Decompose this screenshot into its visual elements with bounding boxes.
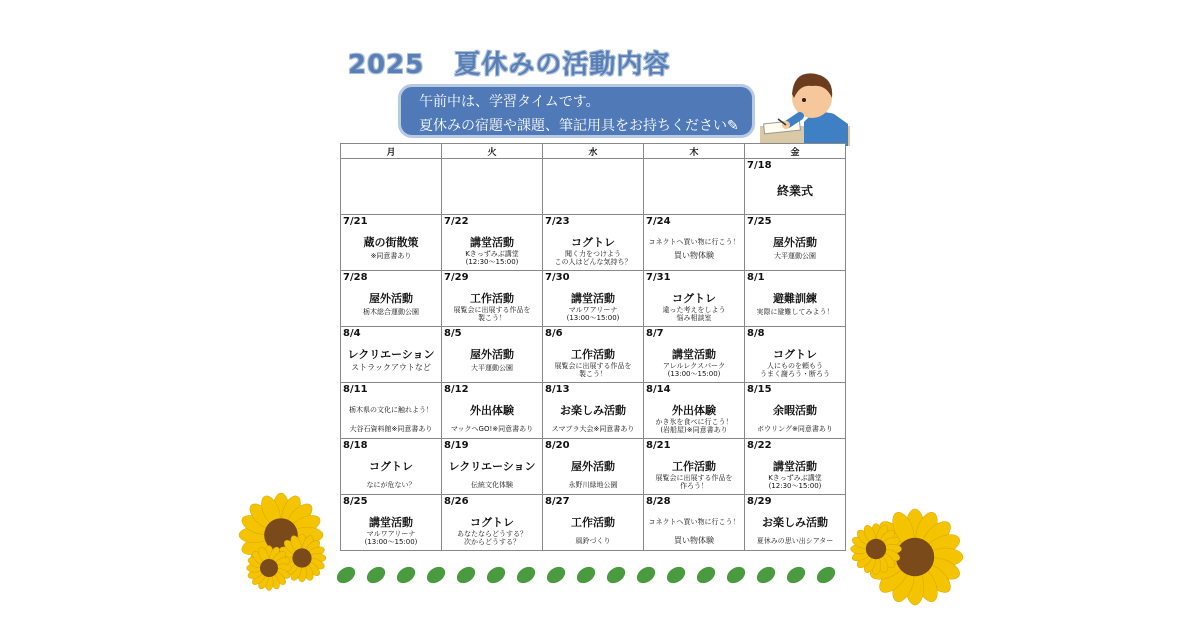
- day-date: 8/15: [747, 384, 772, 395]
- day-date: 7/29: [444, 272, 469, 283]
- day-date: 8/5: [444, 328, 462, 339]
- day-date: 7/31: [646, 272, 671, 283]
- day-event: レクリエーション: [347, 348, 435, 361]
- leaf-border: [334, 564, 838, 587]
- weekday-wed: 水: [543, 144, 644, 159]
- day-date: 8/22: [747, 440, 772, 451]
- day-date: 8/18: [343, 440, 368, 451]
- day-note: あなたならどうする？ 次からどうする？: [457, 530, 527, 546]
- day-event: コグトレ: [571, 236, 615, 249]
- day-note: なにが危ない？: [366, 481, 416, 489]
- day-date: 8/12: [444, 384, 469, 395]
- day-date: 8/20: [545, 440, 570, 451]
- weekday-tue: 火: [442, 144, 543, 159]
- notice-line-1: 午前中は、学習タイムです。: [419, 94, 600, 110]
- day-date: 8/7: [646, 328, 664, 339]
- sunflower-cluster: [239, 493, 963, 605]
- day-note: ボウリング※同意書あり: [757, 425, 833, 433]
- day-event: 工作活動: [470, 292, 514, 305]
- day-note: 大平運動公園: [774, 252, 816, 260]
- day-note: マルワアリーナ (13:00～15:00): [566, 306, 620, 322]
- leaf-icon: [544, 564, 568, 587]
- day-note: 買い物体験: [674, 251, 714, 260]
- day-date: 7/28: [343, 272, 368, 283]
- day-date: 7/21: [343, 216, 368, 227]
- day-event: 屋外活動: [773, 236, 817, 249]
- day-note: マックへGO!※同意書あり: [450, 425, 534, 433]
- leaf-icon: [334, 564, 358, 587]
- day-date: 7/23: [545, 216, 570, 227]
- day-date: 8/21: [646, 440, 671, 451]
- day-note: 実際に避難してみよう！: [756, 308, 834, 316]
- sunflower-icon: [851, 524, 902, 575]
- weekday-fri: 金: [745, 144, 846, 159]
- day-note: 伝統文化体験: [471, 481, 513, 489]
- leaf-icon: [754, 564, 778, 587]
- day-date: 7/24: [646, 216, 671, 227]
- leaf-icon: [484, 564, 508, 587]
- leaf-icon: [454, 564, 478, 587]
- day-note: 展覧会に出展する作品を 作ろう！: [655, 474, 733, 490]
- day-note: 夏休みの思い出シアター: [756, 537, 834, 545]
- day-date: 8/29: [747, 496, 772, 507]
- day-date: 8/11: [343, 384, 368, 395]
- leaf-icon: [424, 564, 448, 587]
- leaf-icon: [724, 564, 748, 587]
- day-date: 8/4: [343, 328, 361, 339]
- leaf-icon: [364, 564, 388, 587]
- day-date: 7/25: [747, 216, 772, 227]
- day-date: 8/1: [747, 272, 765, 283]
- day-date: 8/28: [646, 496, 671, 507]
- day-date: 8/14: [646, 384, 671, 395]
- leaf-icon: [394, 564, 418, 587]
- day-event: 屋外活動: [369, 292, 413, 305]
- leaf-icon: [694, 564, 718, 587]
- day-note: 展覧会に出展する作品を 製こう！: [453, 306, 531, 322]
- day-date: 8/25: [343, 496, 368, 507]
- title-year: 2025: [348, 50, 425, 80]
- title-text: 夏休みの活動内容: [454, 50, 671, 80]
- day-event: 工作活動: [571, 348, 615, 361]
- day-event: 工作活動: [571, 516, 615, 529]
- day-date: 7/18: [747, 160, 772, 171]
- day-date: 7/22: [444, 216, 469, 227]
- leaf-icon: [604, 564, 628, 587]
- day-note: 買い物体験: [674, 536, 714, 545]
- day-event: 外出体験: [672, 404, 716, 417]
- day-event: 栃木県の文化に触れよう！: [349, 406, 433, 414]
- leaf-icon: [574, 564, 598, 587]
- day-event: 講堂活動: [571, 292, 615, 305]
- leaf-icon: [814, 564, 838, 587]
- day-note: ストラックアウトなど: [351, 363, 431, 372]
- notice-line-2: 夏休みの宿題や課題、筆記用具をお持ちください✎: [419, 118, 739, 134]
- day-note: 栃木総合運動公園: [363, 308, 419, 316]
- day-note: 大谷石資料館※同意書あり: [349, 425, 433, 433]
- day-note: 風鈴づくり: [575, 537, 611, 545]
- leaf-icon: [784, 564, 808, 587]
- weekday-thu: 木: [644, 144, 745, 159]
- day-event: コグトレ: [369, 460, 413, 473]
- day-date: 8/8: [747, 328, 765, 339]
- day-note: 人にものを頼もう うまく謝ろう・断ろう: [760, 362, 830, 378]
- day-note: 聞く力をつけよう この人はどんな気持ち？: [554, 250, 632, 266]
- leaf-icon: [664, 564, 688, 587]
- day-event: レクリエーション: [448, 460, 536, 473]
- day-event: 講堂活動: [369, 516, 413, 529]
- day-note: 永野川緑地公園: [568, 481, 618, 489]
- day-event: お楽しみ活動: [762, 516, 828, 529]
- day-event: コグトレ: [773, 348, 817, 361]
- day-event: 蔵の街散策: [363, 236, 419, 249]
- day-event: 避難訓練: [773, 292, 817, 305]
- day-date: 8/26: [444, 496, 469, 507]
- day-date: 7/30: [545, 272, 570, 283]
- weekday-mon: 月: [341, 144, 442, 159]
- day-date: 8/19: [444, 440, 469, 451]
- day-note: Kきっずみぶ講堂 (12:30～15:00): [768, 474, 822, 490]
- day-date: 8/13: [545, 384, 570, 395]
- day-note: 違った考えをしよう 悩み相談室: [662, 306, 726, 322]
- day-note: かき氷を食べに行こう！ (岩船屋)※同意書あり: [655, 418, 733, 434]
- sunflower-icon: [247, 546, 292, 591]
- day-event: コグトレ: [672, 292, 716, 305]
- day-note: マルワアリーナ (13:00～15:00): [364, 530, 418, 546]
- day-note: Kきっずみぶ講堂 (12:30～15:00): [465, 250, 519, 266]
- day-note: 展覧会に出展する作品を 製こう！: [554, 362, 632, 378]
- day-note: スマブラ大会※同意書あり: [551, 425, 635, 433]
- leaf-icon: [514, 564, 538, 587]
- day-date: 8/27: [545, 496, 570, 507]
- day-event: 屋外活動: [470, 348, 514, 361]
- day-event: コネクトへ買い物に行こう！: [648, 238, 740, 246]
- day-event: 外出体験: [470, 404, 514, 417]
- day-event: 講堂活動: [773, 460, 817, 473]
- day-event: 講堂活動: [672, 348, 716, 361]
- day-event: コネクトへ買い物に行こう！: [648, 518, 740, 526]
- day-date: 8/6: [545, 328, 563, 339]
- day-event: コグトレ: [470, 516, 514, 529]
- day-event: 工作活動: [672, 460, 716, 473]
- day-event: 屋外活動: [571, 460, 615, 473]
- day-event: 講堂活動: [470, 236, 514, 249]
- leaf-icon: [634, 564, 658, 587]
- day-note: ※同意書あり: [370, 252, 412, 260]
- day-event: 終業式: [776, 184, 813, 198]
- day-event: お楽しみ活動: [560, 404, 626, 417]
- day-event: 余暇活動: [773, 404, 817, 417]
- day-note: 大平運動公園: [471, 364, 513, 372]
- day-note: アレルレクスパーク (13:00～15:00): [662, 362, 726, 378]
